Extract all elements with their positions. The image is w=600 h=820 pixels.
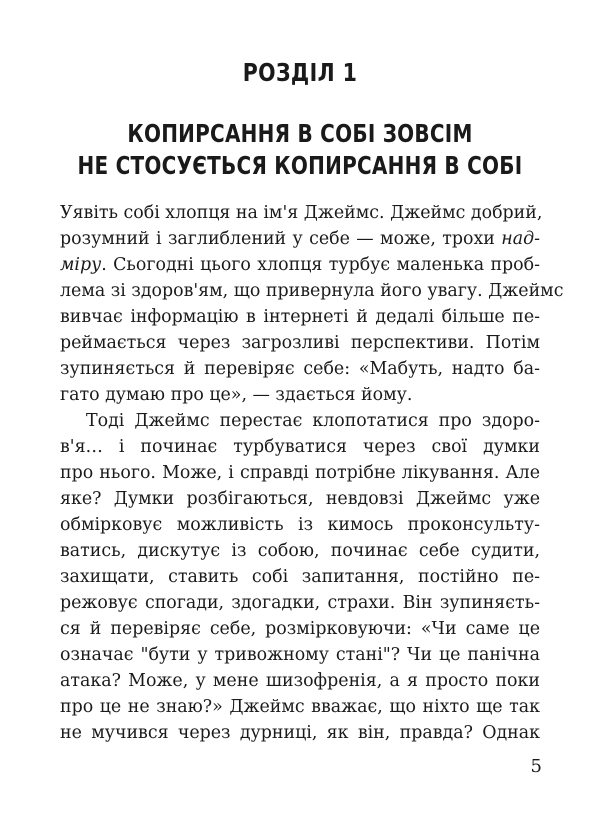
text-line: захищати, ставить собі запитання, постійно пе-	[60, 567, 540, 587]
chapter-label: РОЗДІЛ 1	[242, 58, 358, 87]
text-line: обмірковує можливість із кимось проконсульту-	[60, 515, 540, 535]
text-line: не мучився через дурниці, як він, правда? Однак	[60, 723, 540, 743]
text-line: ватись, дискутує із собою, починає себе судити,	[60, 541, 540, 561]
text-line-rest: . Сьогодні цього хлопця турбує маленька проб-	[101, 255, 540, 275]
text-line: про це не знаю?» Джеймс вважає, що ніхто ще так	[60, 697, 540, 717]
chapter-title	[60, 118, 540, 182]
text-line: режовує спогади, здогадки, страхи. Він зупиняєть-	[60, 593, 540, 613]
page-number: 5	[530, 756, 542, 777]
text-line: в'я… і починає турбуватися через свої думки	[60, 437, 540, 457]
text-line: лема зі здоров'ям, що привернула його увагу. Джеймс	[60, 281, 564, 301]
text-line: яке? Думки розбігаються, невдовзі Джеймс уже	[60, 489, 540, 509]
text-line: вивчає інформацію в інтернеті й дедалі більше пе-	[60, 307, 540, 327]
body-text	[60, 200, 564, 746]
text-line	[60, 252, 540, 278]
chapter-title-line-1: КОПИРСАННЯ В СОБІ ЗОВСІМ	[127, 119, 473, 148]
text-line: зупиняється й перевіряє себе: «Мабуть, надто ба-	[60, 359, 540, 379]
chapter-title-line-2: НЕ СТОСУЄТЬСЯ КОПИРСАННЯ В СОБІ	[77, 151, 523, 180]
text-line: атака? Може, у мене шизофренія, а я просто поки	[60, 671, 540, 691]
text-line: Уявіть собі хлопця на ім'я Джеймс. Джеймс добрий,	[60, 203, 543, 223]
text-line: розумний і заглиблений у себе — може, трохи над-	[60, 229, 541, 249]
text-line: Тоді Джеймс перестає клопотатися про здоро-	[86, 411, 540, 431]
text-line: гато думаю про це», — здається йому.	[60, 385, 413, 405]
text-line: означає "бути у тривожному стані"? Чи це панічна	[60, 645, 540, 665]
italic-word: над-	[501, 229, 541, 249]
text-line: про нього. Може, і справді потрібне лікування. Але	[60, 463, 540, 483]
italic-word: міру	[60, 255, 102, 275]
text-line: ся й перевіряє себе, розмірковуючи: «Чи саме це	[60, 619, 540, 639]
text-line: реймається через загрозливі перспективи. Потім	[60, 333, 540, 353]
